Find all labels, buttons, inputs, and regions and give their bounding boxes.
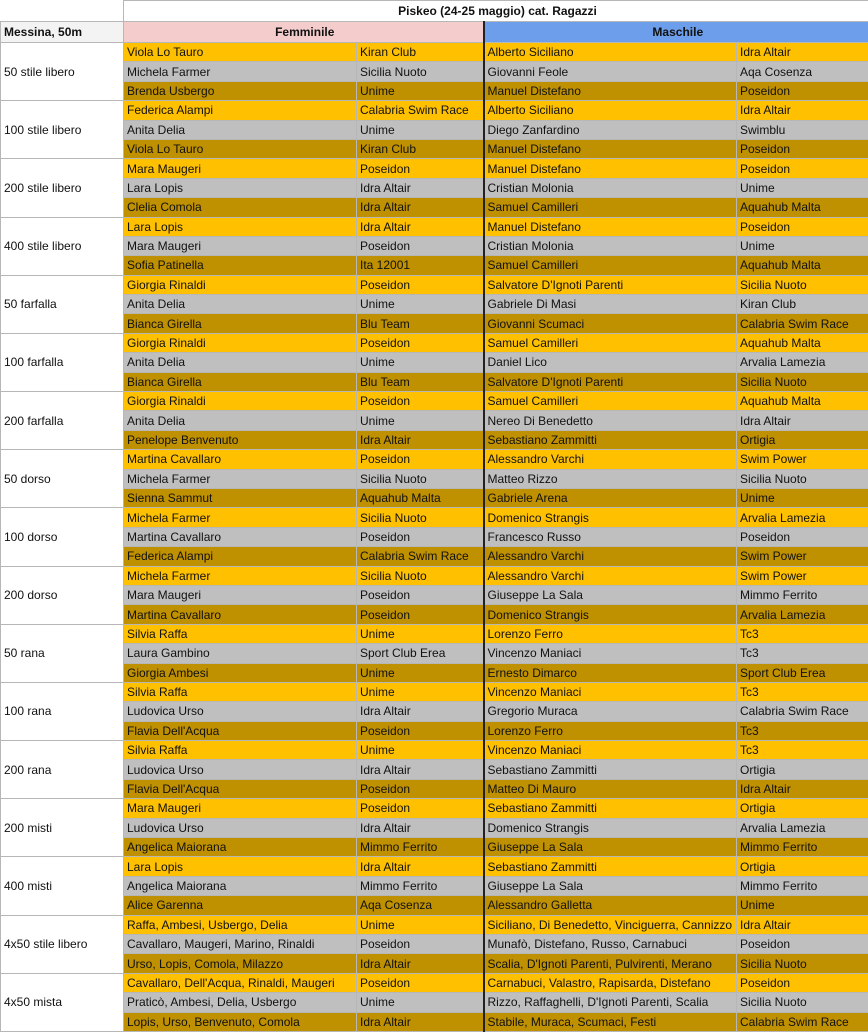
male-club: Swimblu (737, 120, 868, 139)
result-row-silver (1, 818, 868, 837)
female-club: Idra Altair (357, 198, 484, 217)
male-athlete: Samuel Camilleri (484, 392, 737, 411)
male-athlete: Daniel Lico (484, 353, 737, 372)
male-club: Tc3 (737, 624, 868, 643)
male-club: Poseidon (737, 217, 868, 236)
female-athlete: Sofia Patinella (124, 256, 357, 275)
female-athlete: Viola Lo Tauro (124, 139, 357, 158)
male-athlete: Sebastiano Zammitti (484, 430, 737, 449)
result-row-silver (1, 178, 868, 197)
male-club: Sicilia Nuoto (737, 275, 868, 294)
male-athlete: Giuseppe La Sala (484, 585, 737, 604)
female-athlete: Giorgia Rinaldi (124, 275, 357, 294)
male-athlete: Vincenzo Maniaci (484, 741, 737, 760)
female-athlete: Raffa, Ambesi, Usbergo, Delia (124, 915, 357, 934)
result-row-silver (1, 702, 868, 721)
male-athlete: Cristian Molonia (484, 178, 737, 197)
male-athlete: Giuseppe La Sala (484, 838, 737, 857)
female-athlete: Clelia Comola (124, 198, 357, 217)
male-club: Idra Altair (737, 43, 868, 62)
male-athlete: Matteo Rizzo (484, 469, 737, 488)
result-row-silver (1, 934, 868, 953)
female-club: Poseidon (357, 721, 484, 740)
female-club: Calabria Swim Race (357, 547, 484, 566)
male-club: Sicilia Nuoto (737, 372, 868, 391)
male-club: Ortigia (737, 430, 868, 449)
male-club: Poseidon (737, 139, 868, 158)
female-club: Sicilia Nuoto (357, 508, 484, 527)
result-row-silver (1, 295, 868, 314)
male-club: Ortigia (737, 857, 868, 876)
female-club: Sicilia Nuoto (357, 469, 484, 488)
male-club: Calabria Swim Race (737, 702, 868, 721)
female-club: Unime (357, 741, 484, 760)
female-club: Poseidon (357, 450, 484, 469)
result-row-gold (1, 799, 868, 818)
female-header: Femminile (124, 22, 484, 43)
male-athlete: Scalia, D'Ignoti Parenti, Pulvirenti, Merano (484, 954, 737, 973)
result-row-gold (1, 566, 868, 585)
title-row (1, 1, 868, 22)
female-club: Poseidon (357, 333, 484, 352)
result-row-bronze (1, 139, 868, 158)
result-row-gold (1, 101, 868, 120)
male-athlete: Lorenzo Ferro (484, 624, 737, 643)
result-row-gold (1, 159, 868, 178)
female-athlete: Michela Farmer (124, 566, 357, 585)
female-club: Kiran Club (357, 139, 484, 158)
female-club: Poseidon (357, 934, 484, 953)
male-club: Mimmo Ferrito (737, 585, 868, 604)
female-athlete: Bianca Girella (124, 372, 357, 391)
female-athlete: Alice Garenna (124, 896, 357, 915)
result-row-bronze (1, 372, 868, 391)
female-athlete: Ludovica Urso (124, 818, 357, 837)
female-athlete: Michela Farmer (124, 508, 357, 527)
female-club: Unime (357, 624, 484, 643)
result-row-silver (1, 120, 868, 139)
male-club: Idra Altair (737, 411, 868, 430)
female-athlete: Mara Maugeri (124, 585, 357, 604)
female-club: Poseidon (357, 605, 484, 624)
male-club: Aquahub Malta (737, 256, 868, 275)
male-athlete: Samuel Camilleri (484, 256, 737, 275)
male-club: Tc3 (737, 644, 868, 663)
event-name: 200 misti (1, 799, 124, 857)
male-club: Arvalia Lamezia (737, 508, 868, 527)
male-athlete: Cristian Molonia (484, 236, 737, 255)
result-row-gold (1, 682, 868, 701)
male-athlete: Samuel Camilleri (484, 198, 737, 217)
male-athlete: Manuel Distefano (484, 159, 737, 178)
female-athlete: Cavallaro, Dell'Acqua, Rinaldi, Maugeri (124, 973, 357, 992)
male-athlete: Gregorio Muraca (484, 702, 737, 721)
male-athlete: Giuseppe La Sala (484, 876, 737, 895)
female-club: Unime (357, 682, 484, 701)
event-name: 4x50 stile libero (1, 915, 124, 973)
result-row-silver (1, 644, 868, 663)
male-athlete: Rizzo, Raffaghelli, D'Ignoti Parenti, Scalia (484, 993, 737, 1012)
female-club: Unime (357, 81, 484, 100)
male-club: Poseidon (737, 159, 868, 178)
male-club: Kiran Club (737, 295, 868, 314)
header-row (1, 22, 868, 43)
female-club: Idra Altair (357, 178, 484, 197)
male-athlete: Nereo Di Benedetto (484, 411, 737, 430)
male-club: Unime (737, 488, 868, 507)
result-row-silver (1, 527, 868, 546)
male-athlete: Domenico Strangis (484, 605, 737, 624)
male-club: Aquahub Malta (737, 198, 868, 217)
result-row-bronze (1, 81, 868, 100)
female-athlete: Sienna Sammut (124, 488, 357, 507)
result-row-silver (1, 236, 868, 255)
male-athlete: Alberto Siciliano (484, 43, 737, 62)
event-name: 100 rana (1, 682, 124, 740)
event-name: 4x50 mista (1, 973, 124, 1031)
result-row-bronze (1, 954, 868, 973)
female-club: Idra Altair (357, 702, 484, 721)
result-row-gold (1, 275, 868, 294)
male-club: Unime (737, 236, 868, 255)
male-club: Idra Altair (737, 915, 868, 934)
male-club: Mimmo Ferrito (737, 876, 868, 895)
female-athlete: Silvia Raffa (124, 682, 357, 701)
male-club: Sport Club Erea (737, 663, 868, 682)
male-club: Idra Altair (737, 779, 868, 798)
result-row-gold (1, 43, 868, 62)
female-athlete: Lara Lopis (124, 178, 357, 197)
female-athlete: Anita Delia (124, 411, 357, 430)
male-athlete: Manuel Distefano (484, 217, 737, 236)
result-row-silver (1, 760, 868, 779)
male-athlete: Carnabuci, Valastro, Rapisarda, Distefano (484, 973, 737, 992)
sheet-title: Piskeo (24-25 maggio) cat. Ragazzi (124, 1, 868, 22)
result-row-silver (1, 469, 868, 488)
female-club: Unime (357, 353, 484, 372)
female-club: Unime (357, 915, 484, 934)
event-name: 200 stile libero (1, 159, 124, 217)
female-club: Idra Altair (357, 954, 484, 973)
male-athlete: Alberto Siciliano (484, 101, 737, 120)
male-athlete: Munafò, Distefano, Russo, Carnabuci (484, 934, 737, 953)
female-club: Unime (357, 120, 484, 139)
result-row-silver (1, 876, 868, 895)
event-name: 100 stile libero (1, 101, 124, 159)
female-athlete: Urso, Lopis, Comola, Milazzo (124, 954, 357, 973)
male-header: Maschile (484, 22, 868, 43)
female-athlete: Giorgia Ambesi (124, 663, 357, 682)
male-athlete: Giovanni Feole (484, 62, 737, 81)
female-club: Aqa Cosenza (357, 896, 484, 915)
event-name: 50 dorso (1, 450, 124, 508)
female-athlete: Brenda Usbergo (124, 81, 357, 100)
result-row-gold (1, 741, 868, 760)
female-athlete: Angelica Maiorana (124, 876, 357, 895)
male-club: Calabria Swim Race (737, 1012, 868, 1031)
male-club: Aquahub Malta (737, 333, 868, 352)
female-athlete: Giorgia Rinaldi (124, 333, 357, 352)
female-club: Sicilia Nuoto (357, 62, 484, 81)
male-club: Poseidon (737, 527, 868, 546)
male-athlete: Samuel Camilleri (484, 333, 737, 352)
female-athlete: Lara Lopis (124, 857, 357, 876)
male-club: Aquahub Malta (737, 392, 868, 411)
male-athlete: Francesco Russo (484, 527, 737, 546)
female-club: Sport Club Erea (357, 644, 484, 663)
male-athlete: Lorenzo Ferro (484, 721, 737, 740)
female-athlete: Mara Maugeri (124, 236, 357, 255)
event-name: 50 stile libero (1, 43, 124, 101)
female-club: Ita 12001 (357, 256, 484, 275)
male-athlete: Manuel Distefano (484, 81, 737, 100)
female-club: Mimmo Ferrito (357, 876, 484, 895)
result-row-gold (1, 508, 868, 527)
female-athlete: Penelope Benvenuto (124, 430, 357, 449)
male-athlete: Matteo Di Mauro (484, 779, 737, 798)
result-row-bronze (1, 256, 868, 275)
female-athlete: Cavallaro, Maugeri, Marino, Rinaldi (124, 934, 357, 953)
male-athlete: Vincenzo Maniaci (484, 682, 737, 701)
event-name: 50 farfalla (1, 275, 124, 333)
female-athlete: Laura Gambino (124, 644, 357, 663)
female-athlete: Silvia Raffa (124, 741, 357, 760)
female-athlete: Giorgia Rinaldi (124, 392, 357, 411)
female-athlete: Martina Cavallaro (124, 450, 357, 469)
female-athlete: Mara Maugeri (124, 159, 357, 178)
female-club: Unime (357, 993, 484, 1012)
male-athlete: Diego Zanfardino (484, 120, 737, 139)
male-athlete: Sebastiano Zammitti (484, 760, 737, 779)
title-spacer (1, 1, 124, 22)
male-athlete: Alessandro Varchi (484, 547, 737, 566)
female-athlete: Martina Cavallaro (124, 527, 357, 546)
female-club: Poseidon (357, 973, 484, 992)
result-row-silver (1, 353, 868, 372)
result-row-gold (1, 973, 868, 992)
result-row-gold (1, 857, 868, 876)
male-club: Arvalia Lamezia (737, 605, 868, 624)
male-athlete: Ernesto Dimarco (484, 663, 737, 682)
male-club: Tc3 (737, 682, 868, 701)
male-club: Arvalia Lamezia (737, 353, 868, 372)
male-athlete: Giovanni Scumaci (484, 314, 737, 333)
female-club: Blu Team (357, 372, 484, 391)
result-row-gold (1, 624, 868, 643)
male-athlete: Gabriele Arena (484, 488, 737, 507)
male-club: Unime (737, 178, 868, 197)
male-club: Unime (737, 896, 868, 915)
female-club: Poseidon (357, 275, 484, 294)
result-row-gold (1, 217, 868, 236)
female-athlete: Bianca Girella (124, 314, 357, 333)
male-club: Ortigia (737, 760, 868, 779)
result-row-bronze (1, 1012, 868, 1031)
female-athlete: Michela Farmer (124, 469, 357, 488)
female-athlete: Federica Alampi (124, 547, 357, 566)
result-row-bronze (1, 838, 868, 857)
result-row-bronze (1, 430, 868, 449)
male-club: Poseidon (737, 934, 868, 953)
male-athlete: Sebastiano Zammitti (484, 857, 737, 876)
male-club: Poseidon (737, 973, 868, 992)
result-row-bronze (1, 779, 868, 798)
result-row-gold (1, 333, 868, 352)
female-athlete: Silvia Raffa (124, 624, 357, 643)
male-athlete: Salvatore D'Ignoti Parenti (484, 275, 737, 294)
female-athlete: Michela Farmer (124, 62, 357, 81)
result-row-silver (1, 585, 868, 604)
female-club: Poseidon (357, 236, 484, 255)
male-athlete: Alessandro Galletta (484, 896, 737, 915)
female-athlete: Mara Maugeri (124, 799, 357, 818)
result-row-bronze (1, 721, 868, 740)
male-athlete: Gabriele Di Masi (484, 295, 737, 314)
male-club: Idra Altair (737, 101, 868, 120)
result-row-bronze (1, 663, 868, 682)
female-club: Blu Team (357, 314, 484, 333)
male-club: Sicilia Nuoto (737, 954, 868, 973)
male-club: Arvalia Lamezia (737, 818, 868, 837)
female-club: Unime (357, 411, 484, 430)
male-athlete: Alessandro Varchi (484, 566, 737, 585)
female-athlete: Viola Lo Tauro (124, 43, 357, 62)
female-athlete: Anita Delia (124, 295, 357, 314)
female-club: Idra Altair (357, 818, 484, 837)
female-club: Poseidon (357, 799, 484, 818)
female-athlete: Federica Alampi (124, 101, 357, 120)
female-athlete: Anita Delia (124, 120, 357, 139)
female-club: Idra Altair (357, 430, 484, 449)
female-club: Poseidon (357, 779, 484, 798)
male-club: Poseidon (737, 81, 868, 100)
male-athlete: Salvatore D'Ignoti Parenti (484, 372, 737, 391)
female-club: Poseidon (357, 585, 484, 604)
event-name: 100 dorso (1, 508, 124, 566)
result-row-bronze (1, 605, 868, 624)
female-club: Poseidon (357, 527, 484, 546)
female-club: Poseidon (357, 159, 484, 178)
event-name: 200 farfalla (1, 392, 124, 450)
event-name: 200 rana (1, 741, 124, 799)
female-club: Poseidon (357, 392, 484, 411)
event-name: 200 dorso (1, 566, 124, 624)
male-athlete: Siciliano, Di Benedetto, Vinciguerra, Cannizzo (484, 915, 737, 934)
result-row-bronze (1, 896, 868, 915)
male-club: Sicilia Nuoto (737, 469, 868, 488)
result-row-gold (1, 392, 868, 411)
event-name: 100 farfalla (1, 333, 124, 391)
female-athlete: Lopis, Urso, Benvenuto, Comola (124, 1012, 357, 1031)
female-athlete: Praticò, Ambesi, Delia, Usbergo (124, 993, 357, 1012)
female-athlete: Ludovica Urso (124, 760, 357, 779)
female-club: Sicilia Nuoto (357, 566, 484, 585)
female-club: Kiran Club (357, 43, 484, 62)
female-club: Unime (357, 295, 484, 314)
female-athlete: Anita Delia (124, 353, 357, 372)
female-athlete: Ludovica Urso (124, 702, 357, 721)
result-row-gold (1, 450, 868, 469)
event-name: 50 rana (1, 624, 124, 682)
female-athlete: Martina Cavallaro (124, 605, 357, 624)
female-athlete: Flavia Dell'Acqua (124, 721, 357, 740)
result-row-silver (1, 411, 868, 430)
female-athlete: Flavia Dell'Acqua (124, 779, 357, 798)
female-athlete: Lara Lopis (124, 217, 357, 236)
male-athlete: Domenico Strangis (484, 508, 737, 527)
female-club: Aquahub Malta (357, 488, 484, 507)
male-athlete: Domenico Strangis (484, 818, 737, 837)
male-athlete: Stabile, Muraca, Scumaci, Festi (484, 1012, 737, 1031)
male-club: Calabria Swim Race (737, 314, 868, 333)
male-athlete: Vincenzo Maniaci (484, 644, 737, 663)
result-row-silver (1, 993, 868, 1012)
female-club: Idra Altair (357, 1012, 484, 1031)
female-athlete: Angelica Maiorana (124, 838, 357, 857)
result-row-bronze (1, 547, 868, 566)
male-club: Mimmo Ferrito (737, 838, 868, 857)
event-name: 400 misti (1, 857, 124, 915)
male-club: Tc3 (737, 721, 868, 740)
male-club: Tc3 (737, 741, 868, 760)
female-club: Idra Altair (357, 857, 484, 876)
pool-header: Messina, 50m (1, 22, 124, 43)
male-club: Swim Power (737, 566, 868, 585)
female-club: Unime (357, 663, 484, 682)
result-row-bronze (1, 488, 868, 507)
male-club: Sicilia Nuoto (737, 993, 868, 1012)
female-club: Idra Altair (357, 760, 484, 779)
male-athlete: Manuel Distefano (484, 139, 737, 158)
female-club: Calabria Swim Race (357, 101, 484, 120)
result-row-silver (1, 62, 868, 81)
female-club: Mimmo Ferrito (357, 838, 484, 857)
result-row-bronze (1, 314, 868, 333)
male-club: Aqa Cosenza (737, 62, 868, 81)
male-club: Swim Power (737, 450, 868, 469)
male-athlete: Sebastiano Zammitti (484, 799, 737, 818)
result-row-bronze (1, 198, 868, 217)
male-athlete: Alessandro Varchi (484, 450, 737, 469)
female-club: Idra Altair (357, 217, 484, 236)
result-row-gold (1, 915, 868, 934)
event-name: 400 stile libero (1, 217, 124, 275)
male-club: Swim Power (737, 547, 868, 566)
male-club: Ortigia (737, 799, 868, 818)
